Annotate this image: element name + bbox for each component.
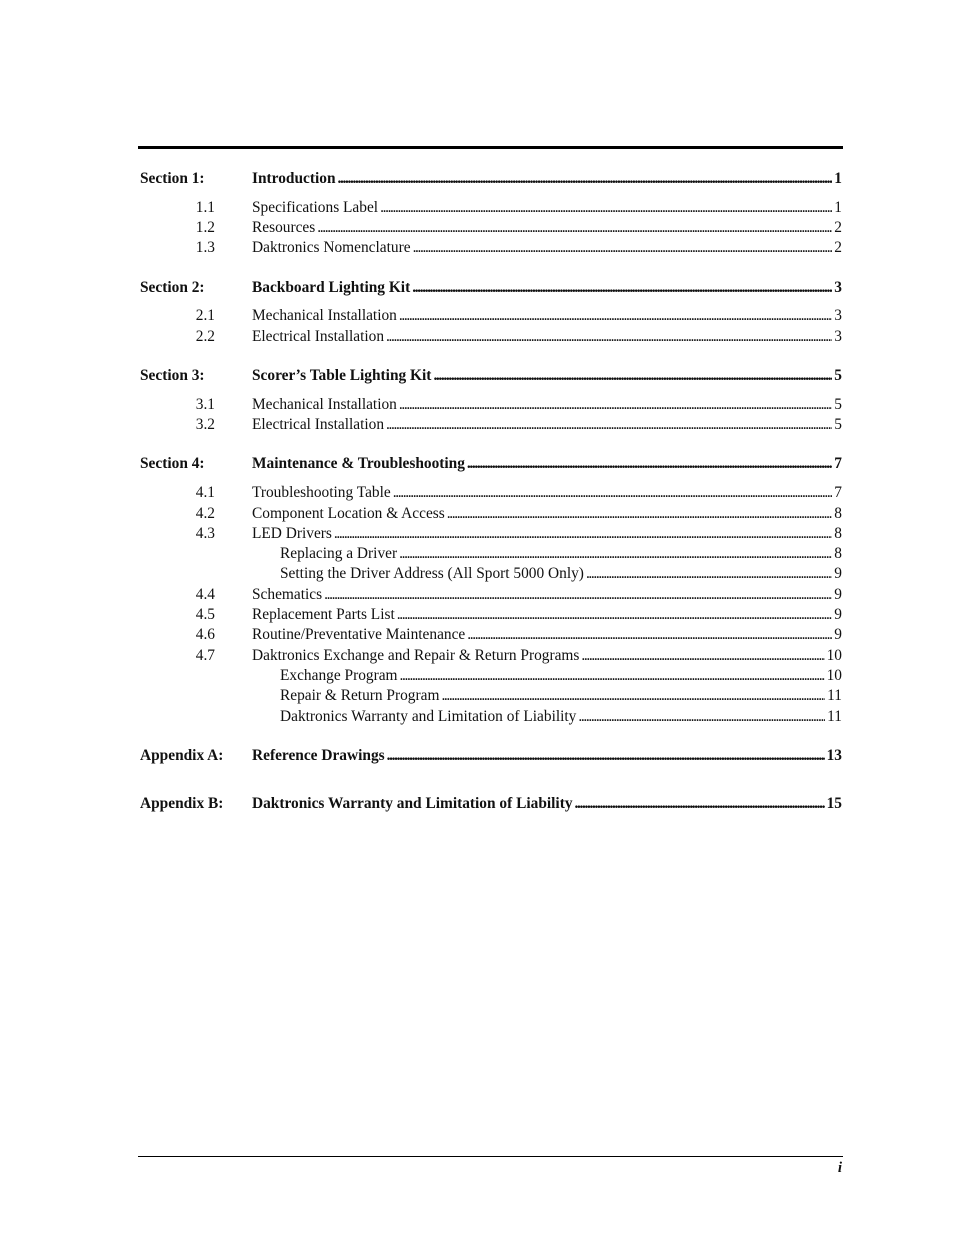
toc-entry[interactable] [140,238,842,258]
toc-entry-title: Replacing a Driver [280,545,398,563]
dot-leader [378,198,832,218]
toc-entry-page: 8 [834,504,842,522]
toc-entry-title: Electrical Installation [252,416,385,434]
toc-entry-number: 1.3 [195,239,215,257]
toc-entry-title: Specifications Label [252,198,379,216]
dot-leader [397,395,832,415]
toc-entry-page: 9 [834,606,842,624]
toc-entry-number: 3.1 [195,395,215,413]
toc-entry-title: Component Location & Access [252,504,445,522]
toc-entry-title: Maintenance & Troubleshooting [252,455,465,473]
toc-entry-title: Daktronics Exchange and Repair & Return Programs [252,646,580,664]
toc-entry-title: Daktronics Nomenclature [252,239,411,257]
toc-entry[interactable] [140,218,842,238]
toc-entry-title: Introduction [252,170,336,187]
toc-entry-page: 1 [834,198,842,216]
toc-section-entry[interactable] [140,746,842,766]
toc-entry-page: 3 [834,327,842,345]
toc-entry[interactable] [140,625,842,645]
toc-section-entry[interactable] [140,278,842,298]
toc-entry-number: 3.2 [195,416,215,434]
toc-entry-number: 4.4 [195,585,215,603]
toc-entry-page: 5 [834,416,842,434]
toc-entry[interactable] [140,666,842,686]
toc-entry-page: 7 [834,455,842,473]
toc-entry-page: 2 [834,219,842,237]
toc-entry-number: 1.2 [195,219,215,237]
toc-entry-title: Exchange Program [280,666,398,684]
dot-leader [391,483,833,503]
toc-entry-title: Replacement Parts List [252,606,395,624]
toc-entry[interactable] [140,585,842,605]
dot-leader [439,686,825,706]
table-of-contents [140,169,842,814]
toc-entry-number: 4.3 [195,524,215,542]
toc-entry-number: 4.5 [195,606,215,624]
dot-leader [332,524,832,544]
toc-entry-page: 15 [826,794,842,812]
toc-entry[interactable] [140,504,842,524]
toc-entry-number: Section 3: [140,367,205,385]
toc-entry[interactable] [140,306,842,326]
toc-entry-title: Setting the Driver Address (All Sport 5000 Only) [280,565,584,583]
toc-entry-page: 13 [826,746,842,764]
dot-leader [465,625,832,645]
toc-section-entry[interactable] [140,794,842,814]
toc-entry-title: Routine/Preventative Maintenance [252,626,466,644]
toc-entry-page: 7 [834,484,842,502]
toc-entry-number: 2.1 [195,307,215,325]
toc-section-entry[interactable] [140,454,842,474]
toc-entry-page: 2 [834,239,842,257]
toc-entry-title: Mechanical Installation [252,395,397,413]
dot-leader [573,794,825,814]
toc-entry[interactable] [140,483,842,503]
toc-entry-number: 2.2 [195,327,215,345]
dot-leader [579,646,824,666]
dot-leader [322,585,832,605]
toc-entry-title: Backboard Lighting Kit [252,278,411,296]
dot-leader [410,278,832,298]
toc-entry-page: 5 [834,367,842,385]
toc-entry-title: Schematics [252,585,323,603]
toc-entry-title: Electrical Installation [252,327,385,345]
toc-entry-title: Repair & Return Program [280,687,440,705]
toc-entry-page: 5 [834,395,842,413]
toc-entry-page: 3 [834,278,842,296]
toc-entry-title: Reference Drawings [252,746,385,764]
toc-entry-number: Section 1: [140,170,205,187]
dot-leader [465,454,832,474]
dot-leader [397,306,832,326]
dot-leader [584,564,832,584]
toc-entry-page: 8 [834,545,842,563]
dot-leader [411,238,833,258]
toc-entry[interactable] [140,198,842,218]
toc-entry[interactable] [140,415,842,435]
toc-entry-number: 4.2 [195,504,215,522]
dot-leader [576,707,825,727]
toc-entry[interactable] [140,395,842,415]
toc-entry-title: Daktronics Warranty and Limitation of Liability [280,707,577,725]
toc-entry-number: 1.1 [195,198,215,216]
toc-entry[interactable] [140,686,842,706]
toc-entry-page: 10 [826,666,842,684]
dot-leader [397,544,832,564]
toc-entry-page: 9 [834,565,842,583]
bottom-rule [138,1156,843,1157]
dot-leader [336,169,833,189]
toc-entry-page: 8 [834,524,842,542]
toc-entry-page: 3 [834,307,842,325]
dot-leader [398,666,825,686]
toc-entry-page: 1 [834,170,842,187]
toc-entry-number: 4.1 [195,484,215,502]
dot-leader [384,327,832,347]
toc-entry-page: 11 [827,707,842,725]
toc-entry[interactable] [140,564,842,584]
toc-entry-number: Appendix A: [140,746,224,764]
dot-leader [445,504,833,524]
footer-page-number: i [837,1160,842,1176]
toc-entry[interactable] [140,327,842,347]
toc-entry-title: Resources [252,219,316,237]
toc-entry-page: 9 [834,585,842,603]
dot-leader [315,218,832,238]
toc-entry[interactable] [140,707,842,727]
toc-section-entry[interactable] [140,169,842,189]
toc-entry-title: Mechanical Installation [252,307,397,325]
toc-entry[interactable] [140,524,842,544]
toc-entry-page: 10 [826,646,842,664]
toc-entry-number: 4.6 [195,626,215,644]
toc-entry-number: Section 4: [140,455,205,473]
dot-leader [384,415,832,435]
toc-entry-page: 11 [827,687,842,705]
toc-entry-number: Section 2: [140,278,205,296]
dot-leader [431,366,832,386]
toc-entry[interactable] [140,605,842,625]
dot-leader [395,605,833,625]
toc-section-entry[interactable] [140,366,842,386]
toc-entry-number: Appendix B: [140,794,224,812]
toc-entry-title: Troubleshooting Table [252,484,391,502]
toc-entry-number: 4.7 [195,646,215,664]
toc-entry-title: LED Drivers [252,524,332,542]
toc-entry[interactable] [140,544,842,564]
toc-entry-title: Scorer’s Table Lighting Kit [252,367,432,385]
dot-leader [385,746,825,766]
toc-entry-page: 9 [834,626,842,644]
toc-entry[interactable] [140,646,842,666]
top-rule [138,146,843,149]
toc-entry-title: Daktronics Warranty and Limitation of Liability [252,794,573,812]
